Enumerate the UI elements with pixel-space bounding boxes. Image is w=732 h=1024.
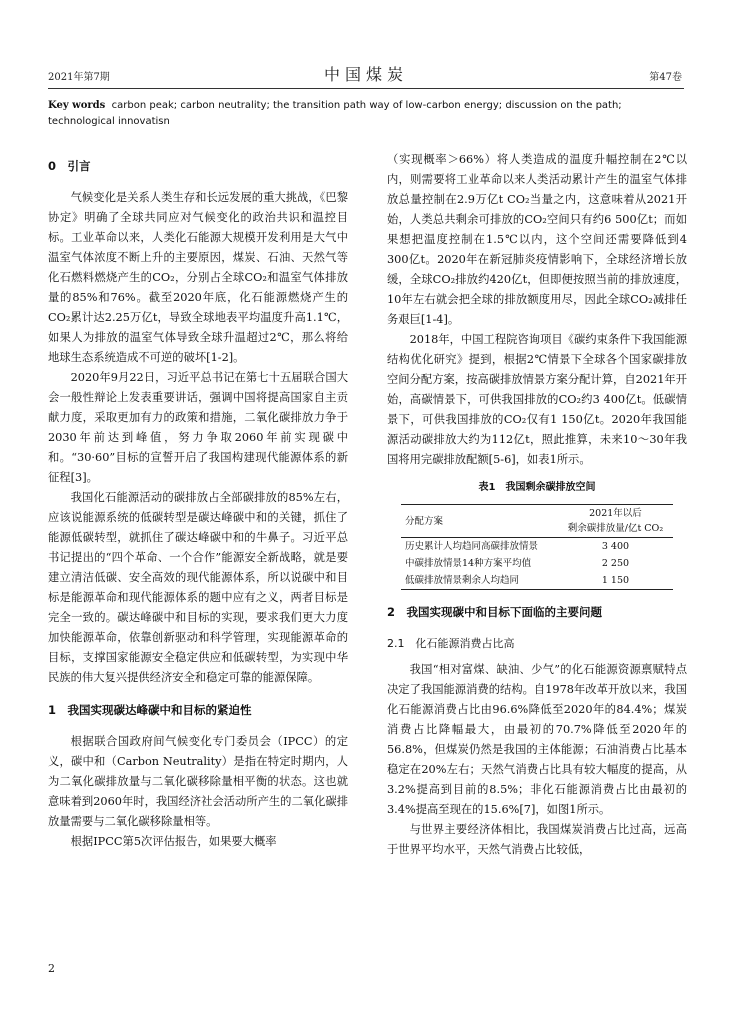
table-header-value-line2: 剩余碳排放量/亿t CO₂ [567,523,664,534]
section-2-1-title: 2.1 化石能源消费占比高 [387,637,515,650]
page-number: 2 [48,962,55,975]
table-row [401,538,673,556]
paragraph: 根据联合国政府间气候变化专门委员会（IPCC）的定义，碳中和（Carbon Neutrality）是指在特定时期内，人为二氧化碳排放量与二氧化碳移除量相平衡的状态。这也就意味着到2060年时，我国经济社会活动所产生的二氧化碳排放量需要与二氧化碳移除量相等。 [48,735,348,828]
section-0-title: 0 引言 [48,159,91,173]
right-column [387,150,687,860]
left-column [48,150,348,852]
table-cell-value: 2 250 [601,558,630,569]
carbon-budget-table [401,504,673,590]
table-row [401,555,673,572]
keywords-text: carbon peak; carbon neutrality; the transition path way of low-carbon energy; discussion on the path; technological innovatisn [48,100,622,127]
paragraph: 气候变化是关系人类生存和长远发展的重大挑战，《巴黎协定》明确了全球共同应对气候变化的政治共识和温控目标。工业革命以来，人类化石能源大规模开发利用是大气中温室气体浓度不断上升的主要原因，煤炭、石油、天然气等化石燃料燃烧产生的CO₂，分别占全球CO₂和温室气体排放量的85%和76%。截至2020年底，化石能源燃烧产生的CO₂累计达2.25万亿t，导致全球地表平均温度升高1.1℃，如果人为排放的温室气体导致全球升温超过2℃，那么将给地球生态系统造成不可逆的破坏[1-2]。 [48,191,348,364]
table-header-value-line1: 2021年以后 [589,508,642,519]
table-header-row [401,505,673,538]
paragraph: 与世界主要经济体相比，我国煤炭消费占比过高，远高于世界平均水平，天然气消费占比较低， [387,823,687,856]
table-cell-scheme: 中碳排放情景14种方案平均值 [405,558,532,569]
table-cell-value: 1 150 [601,575,630,586]
header-volume: 第47卷 [649,72,682,83]
paragraph: 2018年，中国工程院咨询项目《碳约束条件下我国能源结构优化研究》提到，根据2℃情景下全球各个国家碳排放空间分配方案，按高碳排放情景方案分配计算，自2021年开始，高碳情景下，可供我国排放的CO₂约3 400亿t。低碳情景下，可供我国排放的CO₂仅有1 150亿t。2020年我国能源活动碳排放大约为112亿t，照此推算，未来10～30年我国将用完碳排放配额[5-6]，如表1所示。 [387,333,687,466]
table-cell-value: 3 400 [601,541,630,552]
table-cell-scheme: 历史累计人均趋同高碳排放情景 [405,541,539,552]
paragraph: 根据IPCC第5次评估报告，如果要大概率 [70,835,277,848]
table-header-value [558,505,673,538]
paragraph: （实现概率＞66%）将人类造成的温度升幅控制在2℃以内，则需要将工业革命以来人类活动累计产生的温室气体排放总量控制在2.9万亿t CO₂当量之内，这意味着从2021开始，人类总共剩余可排放的CO₂空间只有约6 500亿t；而如果想把温度控制在1.5℃以内，这个空间还需要降低到4 300亿t。2020年在新冠肺炎疫情影响下，全球经济增长放缓，全球CO₂排放约420亿t，但即便按照当前的排放速度，10年左右就会把全球的排放额度用尽，因此全球CO₂减排任务艰巨[1-4]。 [387,153,687,326]
table-caption: 表1 我国剩余碳排放空间 [478,482,596,493]
table-cell-scheme: 低碳排放情景剩余人均趋同 [405,575,520,586]
keywords [48,98,684,130]
paragraph: 我国化石能源活动的碳排放占全部碳排放的85%左右，应该说能源系统的低碳转型是碳达峰碳中和的关键，抓住了能源低碳转型，就抓住了碳达峰碳中和的牛鼻子。习近平总书记提出的“四个革命、一个合作”能源安全新战略，就是要建立清洁低碳、安全高效的现代能源体系，所以说碳中和目标是能源革命和现代能源体系的题中应有之义，两者目标是完全一致的。碳达峰碳中和目标的实现，要求我们更大力度加快能源革命，依靠创新驱动和科学管理，实现能源革命的目标，支撑国家能源安全稳定供应和低碳转型，为实现中华民族的伟大复兴提供经济安全和稳定可靠的能源保障。 [48,491,348,684]
header-issue: 2021年第7期 [48,72,110,83]
table-header-scheme: 分配方案 [405,515,444,527]
section-1-title: 1 我国实现碳达峰碳中和目标的紧迫性 [48,703,252,717]
paragraph: 我国“相对富煤、缺油、少气”的化石能源资源禀赋特点决定了我国能源消费的结构。自1978年改革开放以来，我国化石能源消费占比由96.6%降低至2020年的84.4%；煤炭消费占比降幅最大，由最初的70.7%降低至2020年的56.8%，但煤炭仍然是我国的主体能源；石油消费占比基本稳定在20%左右；天然气消费占比具有较大幅度的提高，从3.2%提高到目前的8.5%；非化石能源消费占比由最初的3.4%提高至现在的15.6%[7]，如图1所示。 [387,663,687,816]
keywords-label: Key words [48,100,106,111]
journal-title: 中国煤炭 [323,65,408,84]
section-2-title: 2 我国实现碳中和目标下面临的主要问题 [387,605,602,619]
header-rule [48,88,684,89]
paragraph: 2020年9月22日，习近平总书记在第七十五届联合国大会一般性辩论上发表重要讲话，强调中国将提高国家自主贡献力度，采取更加有力的政策和措施，二氧化碳排放力争于2030年前达到峰值，努力争取2060年前实现碳中和。“30·60”目标的宣誓开启了我国构建现代能源体系的新征程[3]。 [48,371,348,484]
table-row [401,572,673,590]
